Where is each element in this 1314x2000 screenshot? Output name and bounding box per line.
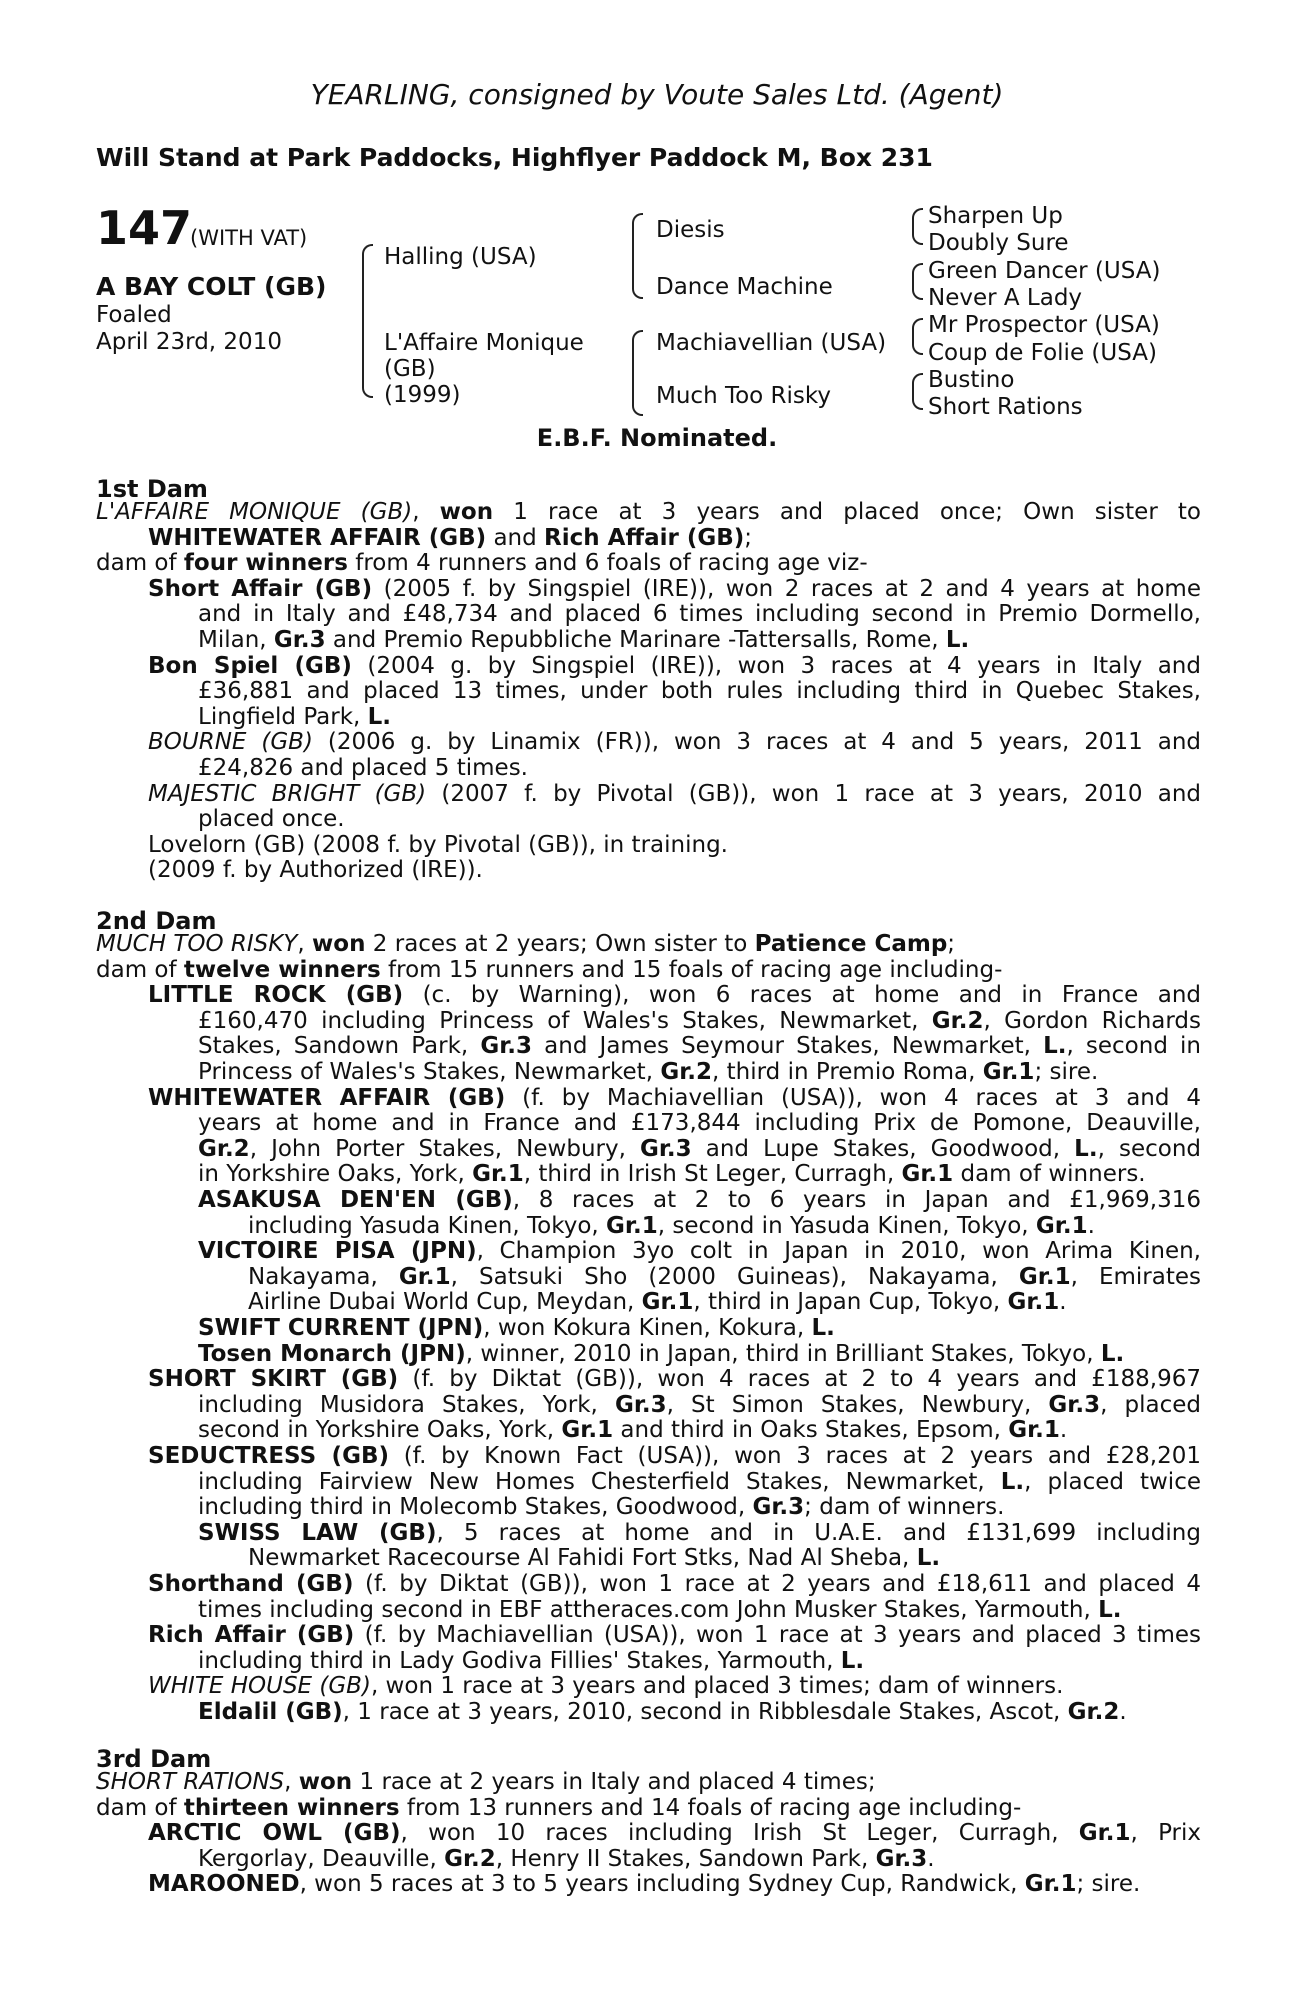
italic-text: SHORT RATIONS [96, 1769, 285, 1795]
bold-text: ARCTIC OWL (GB) [148, 1820, 401, 1847]
pedigree-dam-line-3: (1999) [384, 382, 461, 408]
pedigree-line [198, 1111, 1201, 1137]
pedigree-line [248, 1290, 1201, 1316]
bold-text: Gr.1 [398, 1263, 451, 1290]
text-run: . [1087, 1212, 1095, 1239]
pedigree-line [148, 654, 1201, 680]
pedigree-sire-sire: Diesis [656, 217, 725, 243]
pedigree-line [198, 628, 1201, 654]
pedigree-line [148, 1086, 1201, 1112]
text-run: ; sire. [1076, 1871, 1141, 1898]
pedigree-g3-6: Coup de Folie (USA) [928, 340, 1157, 366]
text-run: dam of [96, 1794, 184, 1821]
text-run: (f. by Diktat (GB)), won 1 race at 2 years and £18,611 and placed 4 [353, 1571, 1202, 1597]
text-run: and [486, 524, 545, 551]
text-run: Kergorlay, Deauville, [198, 1845, 445, 1872]
text-run: , 1 race at 3 years, 2010, second in Ribblesdale Stakes, Ascot, [342, 1699, 1068, 1725]
text-run: 1 race at 2 years in Italy and placed 4 times; [352, 1769, 876, 1795]
bold-text: SWISS LAW (GB) [198, 1519, 437, 1546]
pedigree-line [96, 551, 1201, 577]
pedigree-line [198, 1137, 1201, 1163]
text-run: , [412, 499, 440, 525]
text-run: , Prix [1130, 1820, 1202, 1847]
text-run: , Henry II Stakes, Sandown Park, [495, 1845, 876, 1872]
text-run: Stakes, Sandown Park, [198, 1033, 481, 1060]
text-run: times including second in EBF attheraces.com John Musker Stakes, Yarmouth, [198, 1596, 1099, 1623]
text-run: (2006 g. by Linamix (FR)), won 3 races at 4 and 5 years, 2011 and [312, 729, 1202, 756]
text-run: dam of winners. [953, 1161, 1146, 1188]
text-run: (2005 f. by Singspiel (IRE)), won 2 races at 2 and 4 years at home [372, 575, 1201, 602]
pedigree-line [198, 1418, 1201, 1444]
bold-text: Gr.1 [1008, 1417, 1060, 1444]
text-run: and in Italy and £48,734 and placed 6 times including second in Premio Dormello, [198, 601, 1201, 628]
text-run: (c. by Warning), won 6 races at home and in France and [403, 982, 1201, 1009]
text-run: , placed [1100, 1391, 1201, 1418]
bold-text: Gr.1 [1035, 1212, 1088, 1239]
bold-text: Gr.1 [1018, 1263, 1071, 1290]
text-run: 2 races at 2 years; Own sister to [365, 931, 755, 957]
pedigree-sire-dam: Dance Machine [656, 274, 833, 300]
pedigree-g3-7: Bustino [928, 367, 1015, 393]
pedigree-line [198, 1342, 1201, 1368]
text-run: , Satsuki Sho (2000 Guineas), Nakayama, [450, 1263, 1019, 1290]
pedigree-line [248, 1214, 1201, 1240]
text-run: (f. by Known Fact (USA)), won 3 races at 2 years and £28,201 [388, 1443, 1201, 1469]
bold-text: Gr.3 [752, 1494, 805, 1521]
bold-text: Gr.3 [875, 1845, 928, 1872]
text-run: , third in Irish St Leger, Curragh, [523, 1161, 902, 1188]
pedigree-line [148, 577, 1201, 603]
pedigree-line [198, 807, 1201, 833]
pedigree-line [198, 679, 1201, 705]
text-run: and Premio Repubbliche Marinare -Tattersalls, Rome, [325, 627, 946, 653]
text-run: , won 1 race at 3 years and placed 3 times; dam of winners. [370, 1673, 1064, 1700]
bold-text: Gr.1 [561, 1417, 614, 1444]
text-run: , second [1097, 1135, 1201, 1162]
text-run: , Emirates [1070, 1263, 1202, 1290]
text-run: , [297, 931, 313, 957]
bold-text: Gr.3 [1048, 1391, 1101, 1418]
text-run: . [1119, 1699, 1127, 1725]
bold-text: won [298, 1769, 353, 1795]
text-run: ; [744, 524, 753, 551]
bold-text: Gr.2 [444, 1845, 496, 1872]
vat-label: (WITH VAT) [190, 226, 308, 250]
text-run: Lovelorn (GB) (2008 f. by Pivotal (GB)), in training. [148, 831, 728, 858]
ebf-nomination: E.B.F. Nominated. [536, 424, 778, 452]
pedigree-line [96, 1796, 1201, 1822]
italic-text: MAJESTIC BRIGHT (GB) [148, 780, 427, 807]
pedigree-line [148, 782, 1201, 808]
foaled-date: April 23rd, 2010 [96, 329, 282, 355]
first-dam-heading: 1st Dam [96, 475, 208, 503]
text-run: placed once. [198, 806, 345, 833]
text-run: from 13 runners and 14 foals of racing age including- [399, 1794, 1022, 1821]
pedigree-brace [912, 263, 923, 300]
text-run: , 8 races at 2 to 6 years in Japan and £1,969,316 [512, 1187, 1201, 1213]
pedigree-line [198, 1598, 1201, 1624]
bold-text: Rich Affair (GB) [148, 1622, 355, 1649]
pedigree-line [148, 1872, 1201, 1898]
bold-text: twelve winners [183, 956, 381, 983]
stand-location: Will Stand at Park Paddocks, Highflyer Paddock M, Box 231 [96, 143, 933, 172]
text-run: including Musidora Stakes, York, [198, 1391, 615, 1418]
bold-text: L. [367, 703, 392, 730]
bold-text: Tosen Monarch (JPN) [198, 1340, 466, 1367]
text-run: ; [947, 931, 956, 957]
bold-text: Gr.1 [901, 1161, 954, 1188]
bold-text: ASAKUSA DEN'EN (GB) [198, 1187, 513, 1213]
pedigree-line [96, 958, 1201, 984]
bold-text: thirteen winners [183, 1794, 400, 1821]
pedigree-brace [632, 330, 643, 416]
bold-text: L. [1098, 1596, 1122, 1623]
pedigree-brace [362, 244, 373, 398]
pedigree-brace [632, 213, 643, 299]
pedigree-line [198, 705, 1201, 731]
bold-text: Gr.1 [606, 1212, 658, 1239]
bold-text: LITTLE ROCK (GB) [148, 982, 404, 1009]
page-title: YEARLING, consigned by Voute Sales Ltd. (Agent) [310, 78, 1004, 111]
pedigree-line [148, 730, 1201, 756]
bold-text: Shorthand (GB) [148, 1571, 354, 1597]
bold-text: Patience Camp [754, 931, 948, 957]
bold-text: L. [840, 1647, 865, 1674]
text-run: and Lupe Stakes, Goodwood, [691, 1135, 1075, 1162]
bold-text: Short Affair (GB) [148, 575, 373, 602]
bold-text: L. [916, 1545, 941, 1572]
text-run: , third in Premio Roma, [712, 1059, 983, 1085]
bold-text: Eldalil (GB) [198, 1699, 343, 1725]
pedigree-line [96, 500, 1201, 526]
text-run: Newmarket Racecourse Al Fahidi Fort Stks, Nad Al Sheba, [248, 1545, 917, 1572]
text-run: 1 race at 3 years and placed once; Own sister to [493, 499, 1201, 525]
pedigree-brace [912, 373, 923, 410]
text-run: dam of [96, 550, 184, 577]
pedigree-line [198, 1060, 1201, 1086]
text-run: (f. by Machiavellian (USA)), won 1 race at 3 years and placed 3 times [354, 1622, 1201, 1649]
text-run: , Gordon Richards [983, 1007, 1201, 1034]
second-dam-heading: 2nd Dam [96, 907, 217, 935]
bold-text: four winners [183, 550, 348, 577]
bold-text: SHORT SKIRT (GB) [148, 1366, 399, 1393]
pedigree-line [198, 1495, 1201, 1521]
italic-text: L'AFFAIRE MONIQUE (GB) [96, 499, 413, 525]
pedigree-dam-line-1: L'Affaire Monique [384, 330, 584, 356]
bold-text: Gr.1 [1007, 1289, 1060, 1316]
text-run: including third in Lady Godiva Fillies' Stakes, Yarmouth, [198, 1647, 841, 1674]
text-run: , winner, 2010 in Japan, third in Brilliant Stakes, Tokyo, [465, 1340, 1101, 1367]
bold-text: won [312, 931, 366, 957]
bold-text: Rich Affair (GB) [544, 524, 745, 551]
bold-text: Gr.3 [614, 1391, 667, 1418]
text-run: (2009 f. by Authorized (IRE)). [148, 857, 483, 884]
pedigree-line [198, 1239, 1201, 1265]
text-run: , 5 races at home and in U.A.E. and £131,699 including [436, 1519, 1201, 1546]
bold-text: Gr.2 [198, 1135, 250, 1162]
text-run: Airline Dubai World Cup, Meydan, [248, 1289, 642, 1316]
italic-text: WHITE HOUSE (GB) [148, 1673, 371, 1700]
pedigree-brace [912, 208, 923, 245]
pedigree-line [198, 602, 1201, 628]
text-run: from 4 runners and 6 foals of racing age viz- [347, 550, 868, 577]
text-run: in Yorkshire Oaks, York, [198, 1161, 473, 1188]
pedigree-line [148, 1444, 1201, 1470]
bold-text: Bon Spiel (GB) [148, 652, 352, 679]
horse-name: A BAY COLT (GB) [96, 272, 327, 301]
text-run: (2004 g. by Singspiel (IRE)), won 3 races at 4 years in Italy and [351, 652, 1201, 679]
italic-text: BOURNE (GB) [148, 729, 313, 756]
third-dam-heading: 3rd Dam [96, 1745, 212, 1773]
bold-text: SWIFT CURRENT (JPN) [198, 1315, 484, 1341]
pedigree-line [148, 1623, 1201, 1649]
bold-text: Gr.1 [641, 1289, 694, 1316]
text-run: (f. by Machiavellian (USA)), won 4 races at 3 and 4 [505, 1084, 1201, 1111]
text-run: . [1059, 1417, 1068, 1444]
text-run: Milan, [198, 627, 274, 653]
pedigree-line [198, 1034, 1201, 1060]
bold-text: L. [1043, 1033, 1067, 1060]
text-run: , [284, 1769, 299, 1795]
text-run: , placed twice [1024, 1468, 1201, 1495]
bold-text: L. [945, 627, 970, 653]
bold-text: Gr.1 [982, 1059, 1035, 1085]
pedigree-g3-2: Doubly Sure [928, 230, 1069, 256]
pedigree-dam-sire: Machiavellian (USA) [656, 330, 887, 356]
text-run: , second in Yasuda Kinen, Tokyo, [657, 1212, 1036, 1239]
text-run: years at home and in France and £173,844 including Prix de Pomone, Deauville, [198, 1110, 1201, 1137]
pedigree-g3-1: Sharpen Up [928, 203, 1063, 229]
text-run: from 15 runners and 15 foals of racing age including- [380, 956, 1003, 983]
pedigree-line [148, 858, 1201, 884]
pedigree-line [148, 833, 1201, 859]
bold-text: Gr.3 [639, 1135, 692, 1162]
pedigree-dam-dam: Much Too Risky [656, 383, 832, 409]
bold-text: won [439, 499, 494, 525]
pedigree-line [148, 1572, 1201, 1598]
text-run: ; sire. [1034, 1059, 1099, 1085]
text-run: Princess of Wales's Stakes, Newmarket, [198, 1059, 661, 1085]
text-run: (f. by Diktat (GB)), won 4 races at 2 to 4 years and £188,967 [398, 1366, 1201, 1393]
text-run: and third in Oaks Stakes, Epsom, [613, 1417, 1009, 1444]
bold-text: WHITEWATER AFFAIR (GB) [148, 524, 487, 551]
bold-text: MAROONED [148, 1871, 300, 1898]
bold-text: Gr.1 [472, 1161, 524, 1188]
pedigree-line [96, 932, 1201, 958]
text-run: £24,826 and placed 5 times. [198, 755, 528, 781]
text-run: , Champion 3yo colt in Japan in 2010, won Arima Kinen, [476, 1238, 1201, 1265]
pedigree-dam-line-2: (GB) [384, 356, 436, 382]
lot-number: 147 [96, 201, 193, 255]
bold-text: Gr.2 [1067, 1699, 1120, 1725]
pedigree-line [198, 1316, 1201, 1342]
text-run: , John Porter Stakes, Newbury, [249, 1135, 640, 1162]
bold-text: Gr.2 [660, 1059, 713, 1085]
text-run: dam of [96, 956, 184, 983]
bold-text: Gr.3 [273, 627, 326, 653]
text-run: including Fairview New Homes Chesterfield Stakes, Newmarket, [198, 1468, 1001, 1495]
text-run: Nakayama, [248, 1263, 399, 1290]
pedigree-line [198, 1009, 1201, 1035]
italic-text: MUCH TOO RISKY [96, 931, 298, 957]
pedigree-line [148, 526, 1201, 552]
bold-text: L. [1100, 1340, 1125, 1367]
text-run: second in Yorkshire Oaks, York, [198, 1417, 562, 1444]
pedigree-line [198, 1521, 1201, 1547]
pedigree-line [148, 1674, 1201, 1700]
pedigree-line [198, 1649, 1201, 1675]
text-run: £160,470 including Princess of Wales's Stakes, Newmarket, [198, 1007, 932, 1034]
bold-text: L. [1000, 1468, 1025, 1495]
pedigree-line [198, 1188, 1201, 1214]
pedigree-g3-5: Mr Prospector (USA) [928, 312, 1160, 338]
bold-text: Gr.1 [1078, 1820, 1131, 1847]
bold-text: Gr.2 [931, 1007, 984, 1034]
text-run: . [927, 1845, 935, 1872]
pedigree-line [248, 1265, 1201, 1291]
text-run: , won 10 races including Irish St Leger, Curragh, [400, 1820, 1079, 1847]
text-run: ; dam of winners. [804, 1494, 1005, 1521]
text-run: Lingfield Park, [198, 703, 368, 730]
bold-text: L. [1074, 1135, 1098, 1162]
bold-text: Gr.1 [1024, 1871, 1077, 1898]
pedigree-sire: Halling (USA) [384, 244, 537, 270]
bold-text: WHITEWATER AFFAIR (GB) [148, 1084, 506, 1111]
pedigree-line [148, 1367, 1201, 1393]
bold-text: L. [811, 1315, 835, 1341]
pedigree-line [96, 1770, 1201, 1796]
pedigree-line [198, 1700, 1201, 1726]
pedigree-brace [912, 318, 923, 355]
text-run: and James Seymour Stakes, Newmarket, [532, 1033, 1044, 1060]
text-run: , third in Japan Cup, Tokyo, [693, 1289, 1008, 1316]
pedigree-line [198, 756, 1201, 782]
pedigree-line [198, 1162, 1201, 1188]
text-run: (2007 f. by Pivotal (GB)), won 1 race at 3 years, 2010 and [426, 780, 1201, 807]
pedigree-g3-8: Short Rations [928, 394, 1083, 420]
pedigree-g3-3: Green Dancer (USA) [928, 258, 1161, 284]
text-run: , won Kokura Kinen, Kokura, [483, 1315, 812, 1341]
pedigree-line [148, 1821, 1201, 1847]
text-run: including Yasuda Kinen, Tokyo, [248, 1212, 607, 1239]
text-run: , St Simon Stakes, Newbury, [666, 1391, 1049, 1418]
text-run: , second in [1066, 1033, 1202, 1060]
text-run: , won 5 races at 3 to 5 years including Sydney Cup, Randwick, [299, 1871, 1025, 1898]
pedigree-g3-4: Never A Lady [928, 285, 1083, 311]
pedigree-line [148, 983, 1201, 1009]
bold-text: SEDUCTRESS (GB) [148, 1443, 389, 1469]
text-run: . [1059, 1289, 1067, 1316]
pedigree-line [248, 1546, 1201, 1572]
text-run: including third in Molecomb Stakes, Goodwood, [198, 1494, 753, 1521]
pedigree-line [198, 1470, 1201, 1496]
pedigree-line [198, 1847, 1201, 1873]
text-run: £36,881 and placed 13 times, under both rules including third in Quebec Stakes, [198, 678, 1201, 705]
bold-text: VICTOIRE PISA (JPN) [198, 1238, 477, 1265]
bold-text: Gr.3 [480, 1033, 533, 1060]
pedigree-line [198, 1393, 1201, 1419]
foaled-label: Foaled [96, 302, 172, 328]
